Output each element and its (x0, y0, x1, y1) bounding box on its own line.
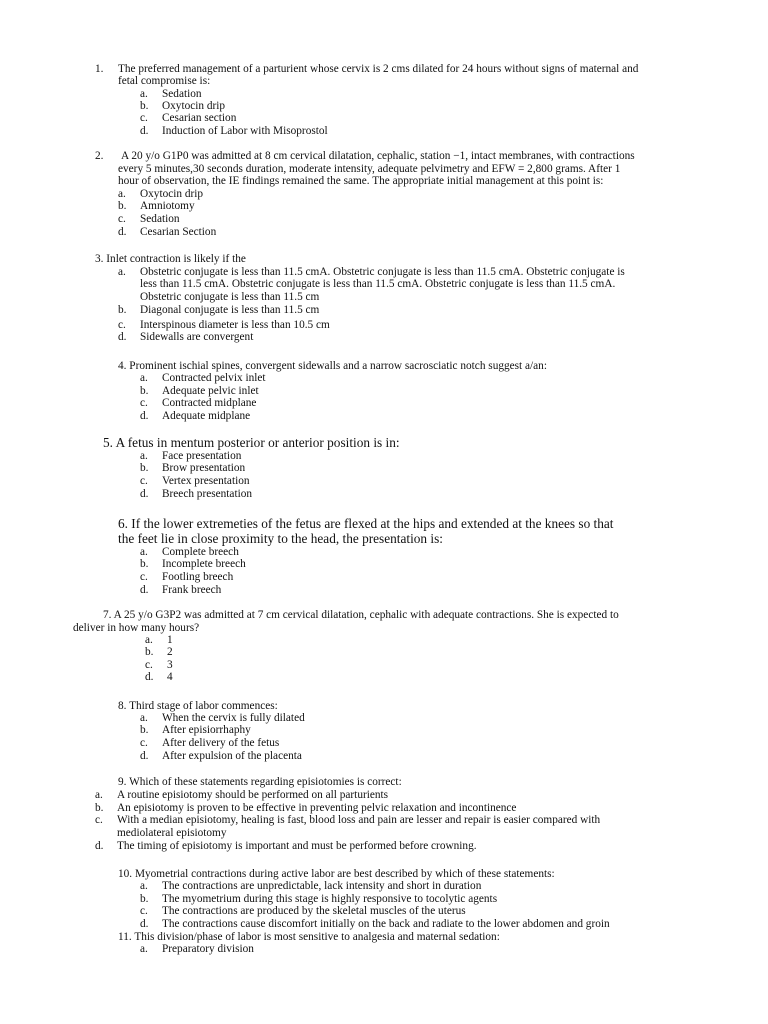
exam-page: 1. The preferred management of a parturient whose cervix is 2 cms dilated for 24 hours without signs of maternal and fetal compromise is: a. Sedation b. Oxytocin drip c. Cesarian section d. Induction of Labor with Misoprostol 2. A 20 y/o G1P0 was admitted at 8 cm cervical dilatation, cephalic, station −1, intact membranes, with contractions every 5 minutes,30 seconds duration, moderate intensity, adequate pelvimetry and EFW = 2,800 grams. After 1 hour of observation, the IE findings remained the same. The appropriate initial management at this point is: a. Oxytocin drip b. Amniotomy c. Sedation d. Cesarian Section 3. Inlet contraction is likely if the a. Obstetric conjugate is less than 11.5 cmA. Obstetric conjugate is less than 11.5 cmA. Obstetric conjugate is less than 11.5 cmA. Obstetric conjugate is less than 11.5 cmA. Obstetric conjugate is less than 11.5 cmA. Obstetric conjugate is less than 11.5 cm b. Diagonal conjugate is less than 11.5 cm c. Interspinous diameter is less than 10.5 cm d. Sidewalls are convergent 4. Prominent ischial spines, convergent sidewalls and a narrow sacrosciatic notch suggest a/an: a. Contracted pelvix inlet b. Adequate pelvic inlet c. Contracted midplane d. Adequate midplane 5. A fetus in mentum posterior or anterior position is in: a. Face presentation b. Brow presentation c. Vertex presentation d. Breech presentation 6. If the lower extremeties of the fetus are flexed at the hips and extended at the knees so that the feet lie in close proximity to the head, the presentation is: a. Complete breech b. Incomplete breech c. Footling breech d. Frank breech 7. A 25 y/o G3P2 was admitted at 7 cm cervical dilatation, cephalic with adequate contractions. She is expected to deliver in how many hours? a. 1 b. 2 c. 3 d. 4 8. Third stage of labor commences: a. When the cervix is fully dilated b. After episiorrhaphy c. After delivery of the fetus d. After expulsion of the placenta 9. Which of these statements regarding episiotomies is correct: a. A routine episiotomy should be performed on all parturients b. An episiotomy is proven to be effective in preventing pelvic relaxation and incontinence c. With a median episiotomy, healing is fast, blood loss and pain are lesser and repair is easier compared with mediolateral episiotomy d. The timing of episiotomy is important and must be performed before crowning. 10. Myometrial contractions during active labor are best described by which of these statements: a. The contractions are unpredictable, lack intensity and short in duration b. The myometrium during this stage is highly responsive to tocolytic agents c. The contractions are produced by the skeletal muscles of the uterus d. The contractions cause discomfort initially on the back and radiate to the lower abdomen and groin 11. This division/phase of labor is most sensitive to analgesia and maternal sedation: a. Preparatory division (73, 63, 639, 955)
question-stem-line: the feet lie in close proximity to the head, the presentation is: (118, 531, 443, 546)
answer-option-a-line: Obstetric conjugate is less than 11.5 cm (140, 291, 320, 303)
question-stem: 9. Which of these statements regarding episiotomies is correct: (118, 776, 402, 788)
question-number: 2. (95, 150, 104, 162)
question-number: 1. (95, 63, 104, 75)
answer-option-a-line: less than 11.5 cmA. Obstetric conjugate is less than 11.5 cmA. Obstetric conjugate is less than 11.5 cmA. (140, 278, 616, 290)
question-stem: 11. This division/phase of labor is most sensitive to analgesia and maternal sedation: (118, 931, 500, 943)
question-stem: 5. A fetus in mentum posterior or anterior position is in: (103, 435, 400, 450)
question-stem-line: every 5 minutes,30 seconds duration, moderate intensity, adequate pelvimetry and EFW = 2,800 grams. After 1 (118, 163, 621, 175)
question-stem-line: fetal compromise is: (118, 75, 211, 87)
question-stem-line: deliver in how many hours? (73, 622, 200, 634)
question-stem-line: A 20 y/o G1P0 was admitted at 8 cm cervical dilatation, cephalic, station −1, intact membranes, with contractions (121, 150, 635, 162)
question-stem: 10. Myometrial contractions during active labor are best described by which of these statements: (118, 868, 555, 880)
question-stem-line: 7. A 25 y/o G3P2 was admitted at 7 cm cervical dilatation, cephalic with adequate contractions. She is expected to (103, 609, 619, 621)
answer-option-c-line: mediolateral episiotomy (117, 827, 227, 839)
question-stem: 8. Third stage of labor commences: (118, 700, 278, 712)
question-stem-line: 6. If the lower extremeties of the fetus are flexed at the hips and extended at the knees so that (118, 516, 614, 531)
question-stem: 4. Prominent ischial spines, convergent sidewalls and a narrow sacrosciatic notch suggest a/an: (118, 360, 547, 372)
question-stem-line: hour of observation, the IE findings remained the same. The appropriate initial management at this point is: (118, 175, 604, 187)
question-stem: 3. Inlet contraction is likely if the (95, 253, 246, 265)
question-stem-line: The preferred management of a parturient whose cervix is 2 cms dilated for 24 hours without signs of maternal and (118, 63, 639, 75)
